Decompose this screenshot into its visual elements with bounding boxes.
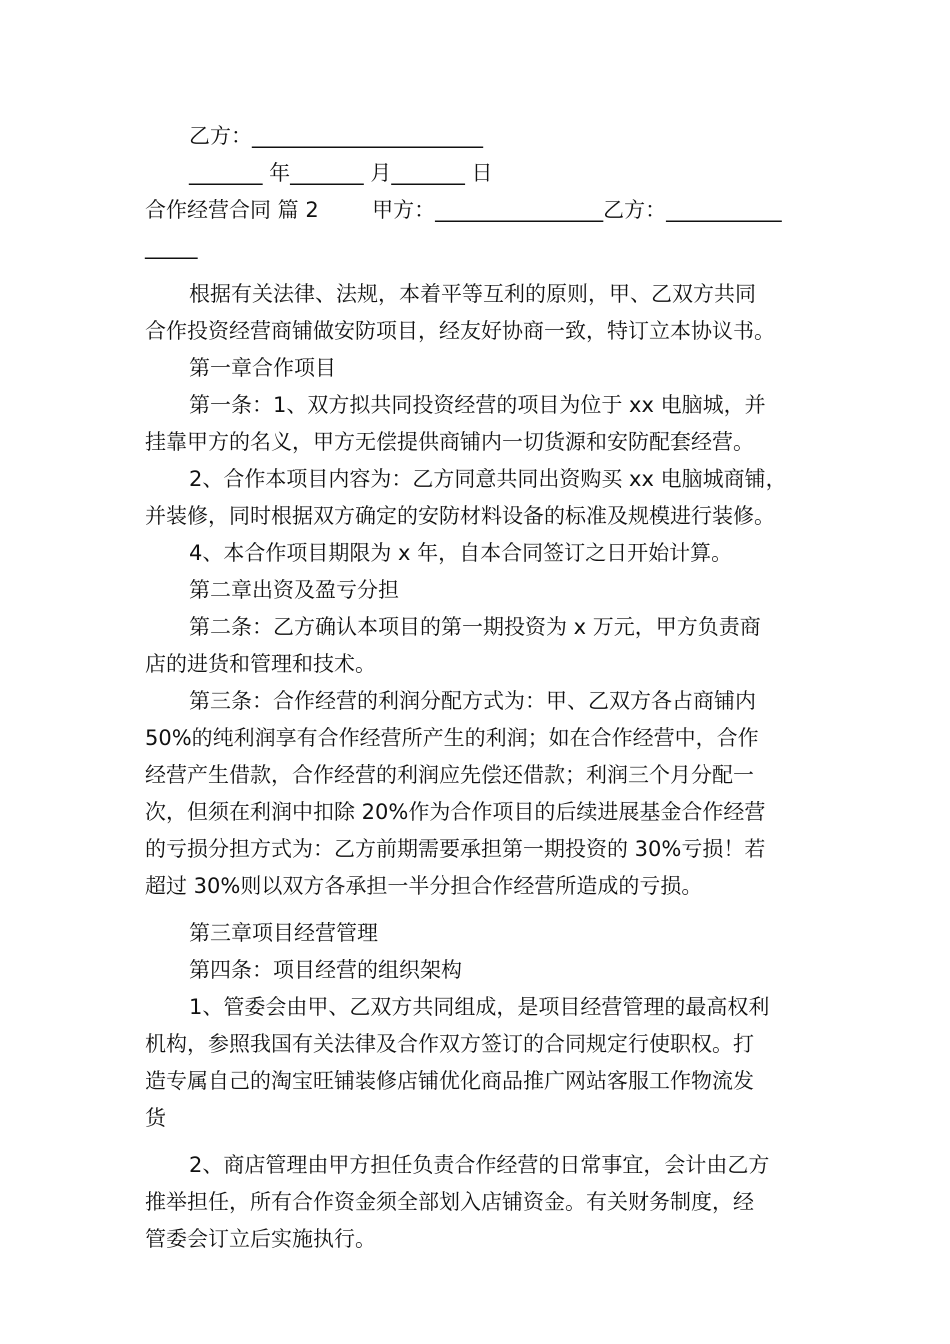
paragraph-spacer xyxy=(145,905,810,915)
document-line: 4、本合作项目期限为 x 年，自本合同签订之日开始计算。 xyxy=(189,541,733,565)
document-line: 管委会订立后实施执行。 xyxy=(145,1227,376,1251)
document-line: 挂靠甲方的名义，甲方无偿提供商铺内一切货源和安防配套经营。 xyxy=(145,430,754,454)
document-line: 第一条：1、双方拟共同投资经营的项目为位于 xx 电脑城，并 xyxy=(189,393,766,417)
document-line: _______ 年_______ 月_______ 日 xyxy=(189,161,493,185)
document-line: 机构，参照我国有关法律及合作双方签订的合同规定行使职权。打 xyxy=(145,1032,754,1056)
document-line: 第二章出资及盈亏分担 xyxy=(189,578,399,602)
document-line: 1、管委会由甲、乙双方共同组成，是项目经营管理的最高权利 xyxy=(189,995,770,1019)
document-line: _____ xyxy=(145,235,198,259)
document-line: 店的进货和管理和技术。 xyxy=(145,652,376,676)
document-line: 第三章项目经营管理 xyxy=(189,921,378,945)
document-line: 超过 30%则以双方各承担一半分担合作经营所造成的亏损。 xyxy=(145,874,703,898)
document-line: 合作经营合同 篇 2 甲方：________________乙方：___________ xyxy=(145,198,782,222)
document-line: 的亏损分担方式为：乙方前期需要承担第一期投资的 30%亏损！若 xyxy=(145,837,766,861)
document-line: 2、合作本项目内容为：乙方同意共同出资购买 xx 电脑城商铺， xyxy=(189,467,787,491)
document-line: 第一章合作项目 xyxy=(189,356,336,380)
document-line: 第四条：项目经营的组织架构 xyxy=(189,958,462,982)
document-line: 并装修，同时根据双方确定的安防材料设备的标准及规模进行装修。 xyxy=(145,504,775,528)
document-line: 经营产生借款，合作经营的利润应先偿还借款；利润三个月分配一 xyxy=(145,763,754,787)
document-line: 第三条：合作经营的利润分配方式为：甲、乙双方各占商铺内 xyxy=(189,689,756,713)
document-line: 根据有关法律、法规，本着平等互利的原则，甲、乙双方共同 xyxy=(189,282,756,306)
document-line: 50%的纯利润享有合作经营所产生的利润；如在合作经营中，合作 xyxy=(145,726,759,750)
document-line: 乙方：______________________ xyxy=(189,124,483,148)
paragraph-spacer xyxy=(145,266,810,276)
document-page xyxy=(145,118,810,1258)
document-line: 次，但须在利润中扣除 20%作为合作项目的后续进展基金合作经营 xyxy=(145,800,766,824)
document-line: 货 xyxy=(145,1106,166,1130)
document-line: 造专属自己的淘宝旺铺装修店铺优化商品推广网站客服工作物流发 xyxy=(145,1069,754,1093)
document-line: 合作投资经营商铺做安防项目，经友好协商一致，特订立本协议书。 xyxy=(145,319,775,343)
paragraph-spacer xyxy=(145,1137,810,1147)
document-line: 推举担任，所有合作资金须全部划入店铺资金。有关财务制度，经 xyxy=(145,1190,754,1214)
document-line: 第二条：乙方确认本项目的第一期投资为 x 万元，甲方负责商 xyxy=(189,615,761,639)
document-line: 2、商店管理由甲方担任负责合作经营的日常事宜，会计由乙方 xyxy=(189,1153,770,1177)
